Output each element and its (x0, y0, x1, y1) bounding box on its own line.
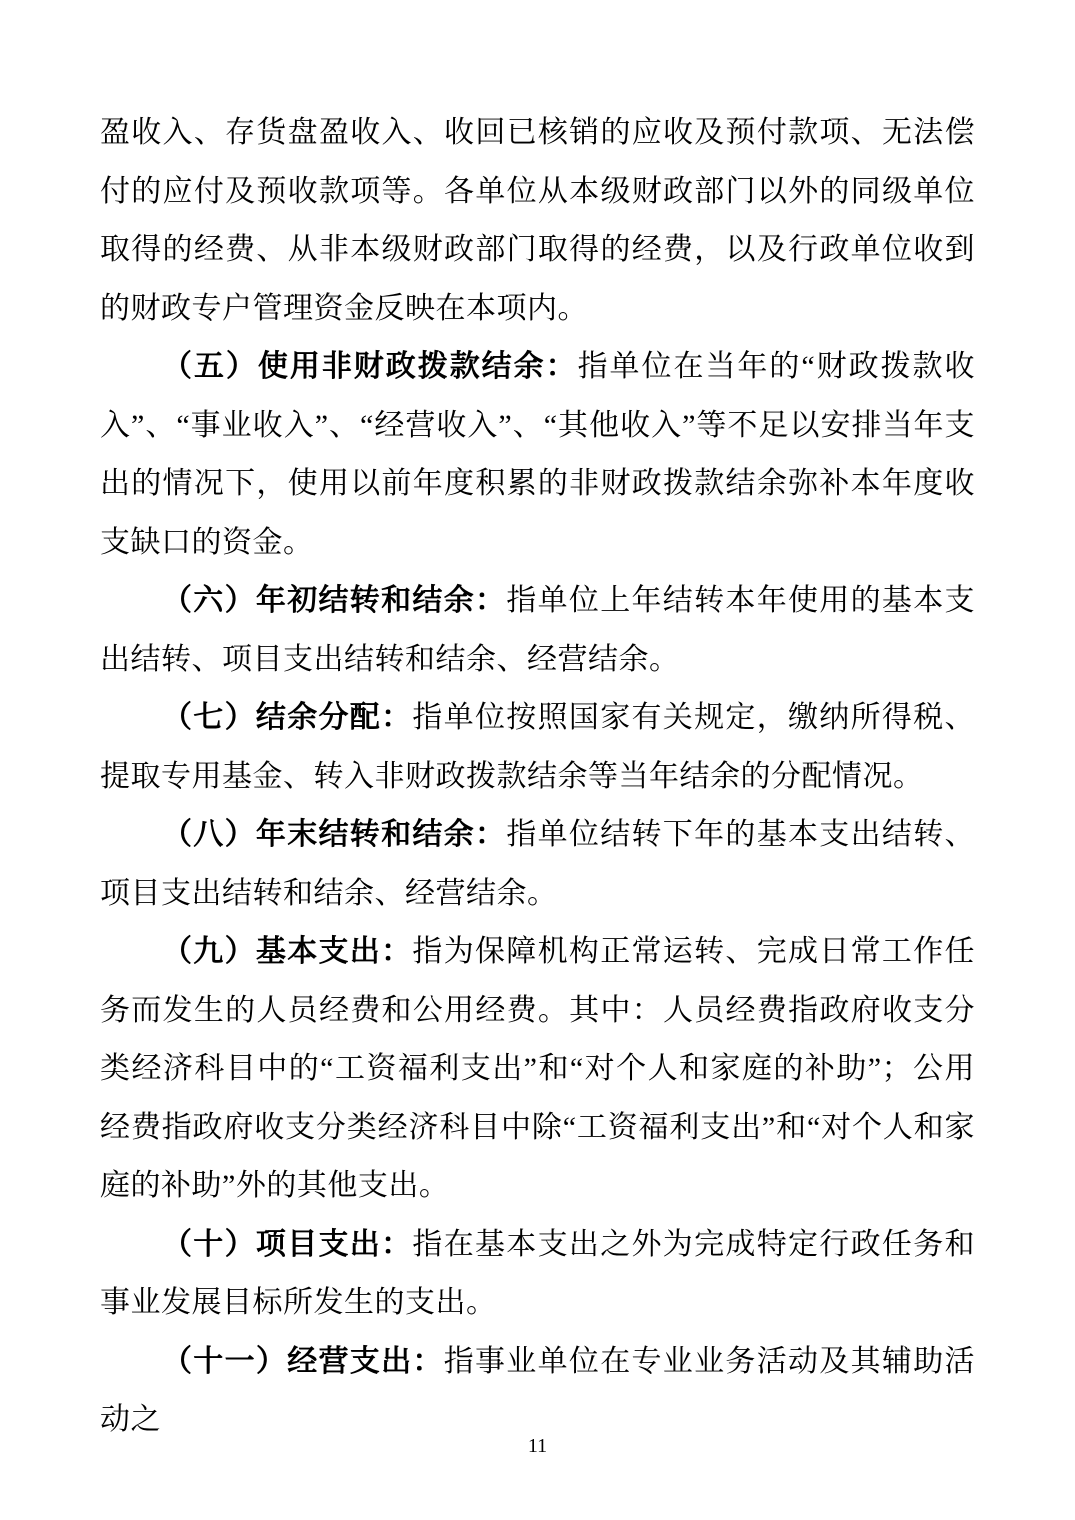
paragraph-section-6 (100, 572, 975, 689)
page-footer (0, 1433, 1075, 1459)
paragraph-section-5 (100, 338, 975, 572)
paragraph-lead: （六）年初结转和结余： (162, 584, 507, 617)
paragraph-section-11 (100, 1333, 975, 1450)
paragraph-body-text: 指单位按照国家有关规定，缴纳所得税、提取专用基金、转入非财政拨款结余等当年结余的分配情况。 (100, 701, 976, 793)
paragraph-lead: （八）年末结转和结余： (162, 818, 507, 851)
paragraph-body-text: 指单位上年结转本年使用的基本支出结转、项目支出结转和结余、经营结余。 (100, 584, 976, 676)
paragraph-lead: （十一）经营支出： (162, 1344, 444, 1378)
paragraph-continuation (100, 104, 975, 338)
paragraph-lead: （五）使用非财政拨款结余： (162, 350, 578, 383)
paragraph-section-9 (100, 923, 975, 1216)
paragraph-section-7 (100, 689, 975, 806)
paragraph-lead: （七）结余分配： (162, 701, 413, 734)
paragraph-body-text: 指单位结转下年的基本支出结转、项目支出结转和结余、经营结余。 (100, 818, 976, 910)
paragraph-section-10 (100, 1216, 975, 1333)
page-number: 11 (527, 1435, 548, 1457)
paragraph-body-text: 盈收入、存货盘盈收入、收回已核销的应收及预付款项、无法偿付的应付及预收款项等。各单位从本级财政部门以外的同级单位取得的经费、从非本级财政部门取得的经费，以及行政单位收到的财政专户管理资金反映在本项内。 (100, 116, 975, 325)
paragraph-body-text: 指为保障机构正常运转、完成日常工作任务而发生的人员经费和公用经费。其中：人员经费指政府收支分类经济科目中的“工资福利支出”和“对个人和家庭的补助”；公用经费指政府收支分类经济科目中除“工资福利支出”和“对个人和家庭的补助”外的其他支出。 (100, 935, 976, 1202)
paragraph-lead: （九）基本支出： (162, 935, 413, 968)
paragraph-body-text: 指事业单位在专业业务活动及其辅助活动之 (100, 1344, 976, 1436)
paragraph-section-8 (100, 806, 975, 923)
document-body (100, 104, 975, 1450)
paragraph-lead: （十）项目支出： (162, 1227, 413, 1261)
paragraph-body-text: 指在基本支出之外为完成特定行政任务和事业发展目标所发生的支出。 (100, 1227, 976, 1319)
paragraph-body-text: 指单位在当年的“财政拨款收入”、“事业收入”、“经营收入”、“其他收入”等不足以安排当年支出的情况下，使用以前年度积累的非财政拨款结余弥补本年度收支缺口的资金。 (100, 350, 975, 559)
